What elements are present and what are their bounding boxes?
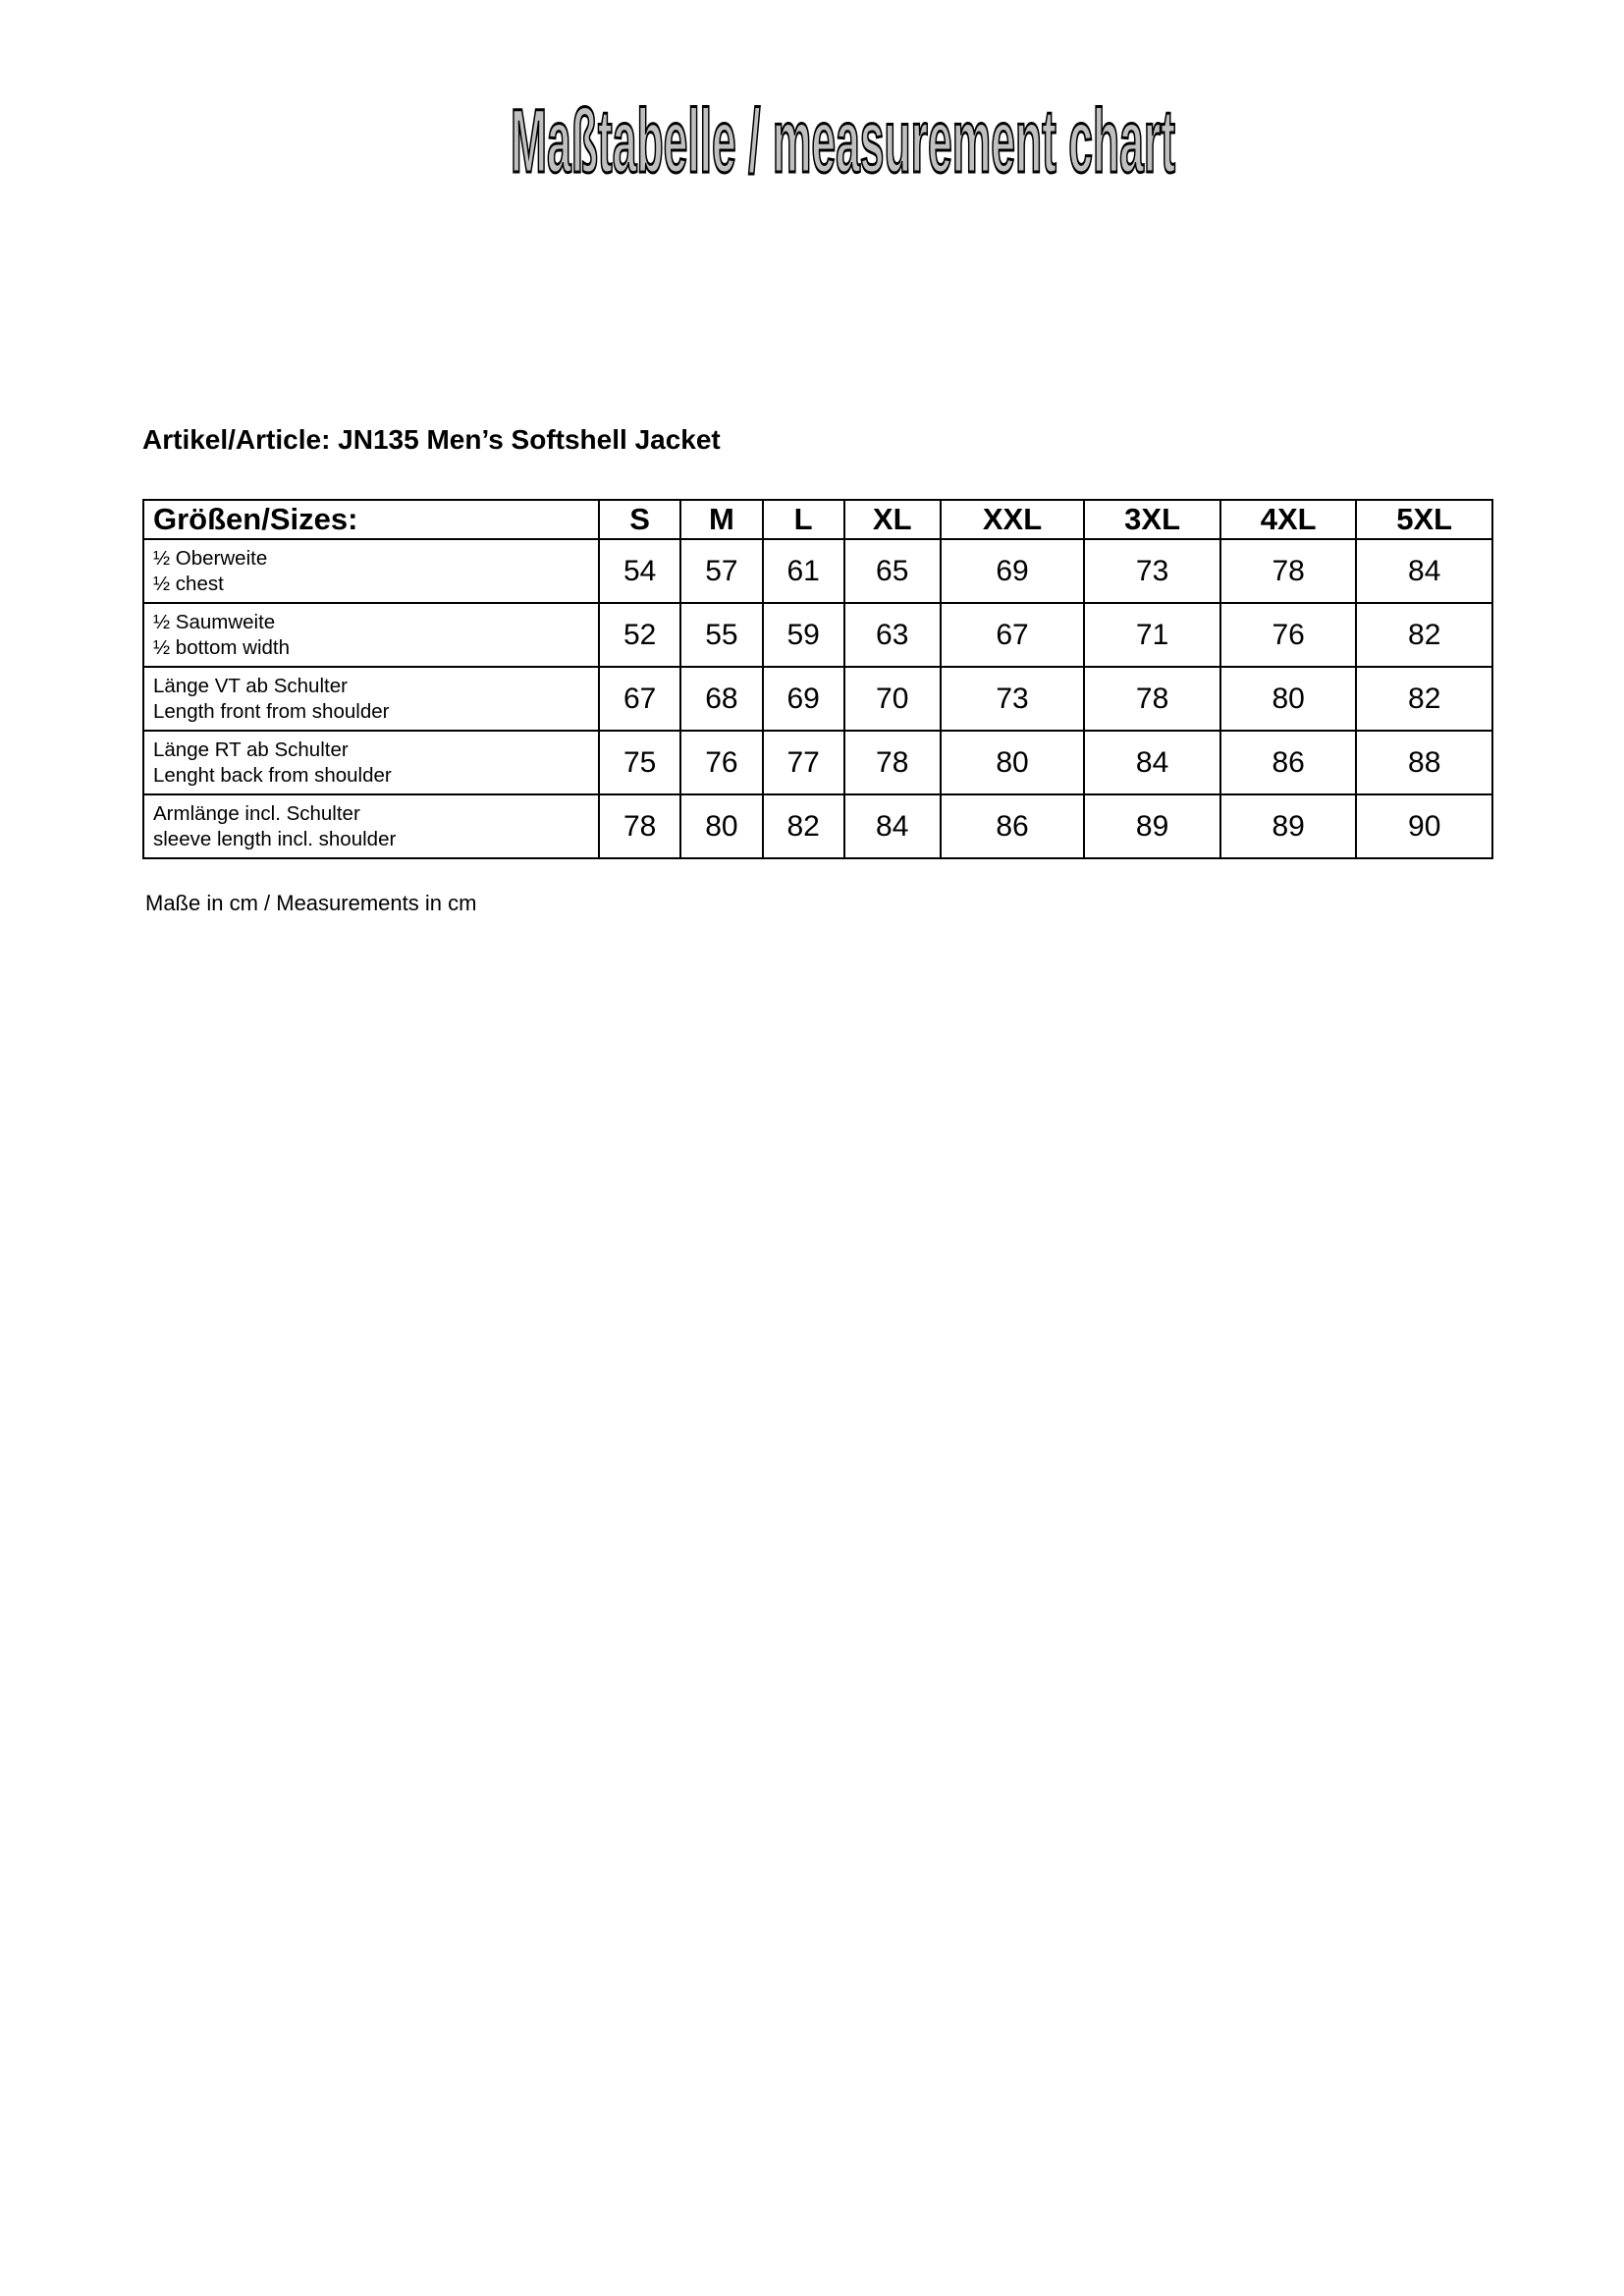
measurement-cell: 80 <box>680 794 762 858</box>
sizes-header-label: Größen/Sizes: <box>143 500 599 539</box>
row-label-english: Lenght back from shoulder <box>153 763 392 787</box>
measurement-cell: 77 <box>763 731 844 794</box>
measurement-cell: 84 <box>1356 539 1492 603</box>
measurement-cell: 69 <box>941 539 1085 603</box>
row-label-english: ½ chest <box>153 572 224 595</box>
measurement-cell: 54 <box>599 539 680 603</box>
row-label-german: Armlänge incl. Schulter <box>153 801 360 825</box>
measurement-cell: 89 <box>1220 794 1357 858</box>
table-row <box>143 667 1492 731</box>
measurement-cell: 57 <box>680 539 762 603</box>
row-label <box>143 603 599 667</box>
measurement-cell: 82 <box>1356 603 1492 667</box>
measurement-cell: 67 <box>599 667 680 731</box>
size-header-xl: XL <box>844 500 941 539</box>
table-row <box>143 603 1492 667</box>
size-header-l: L <box>763 500 844 539</box>
measurement-table <box>142 499 1493 859</box>
measurement-cell: 82 <box>763 794 844 858</box>
measurement-cell: 71 <box>1084 603 1220 667</box>
page-title-text: Maßtabelle / measurement chart <box>511 91 1175 189</box>
measurement-cell: 70 <box>844 667 941 731</box>
measurement-cell: 88 <box>1356 731 1492 794</box>
units-note: Maße in cm / Measurements in cm <box>145 891 477 915</box>
measurement-cell: 84 <box>844 794 941 858</box>
measurement-cell: 73 <box>1084 539 1220 603</box>
measurement-cell: 69 <box>763 667 844 731</box>
size-header-3xl: 3XL <box>1084 500 1220 539</box>
measurement-cell: 86 <box>1220 731 1357 794</box>
measurement-cell: 59 <box>763 603 844 667</box>
row-label-english: Length front from shoulder <box>153 699 390 723</box>
measurement-cell: 73 <box>941 667 1085 731</box>
size-header-s: S <box>599 500 680 539</box>
page-title <box>506 90 1183 189</box>
row-label <box>143 794 599 858</box>
row-label-german: ½ Saumweite <box>153 610 276 633</box>
table-row <box>143 731 1492 794</box>
row-label-german: ½ Oberweite <box>153 546 268 570</box>
row-label-german: Länge RT ab Schulter <box>153 738 349 761</box>
measurement-cell: 89 <box>1084 794 1220 858</box>
measurement-cell: 78 <box>844 731 941 794</box>
measurement-cell: 61 <box>763 539 844 603</box>
measurement-cell: 80 <box>941 731 1085 794</box>
measurement-cell: 65 <box>844 539 941 603</box>
row-label <box>143 539 599 603</box>
row-label <box>143 667 599 731</box>
measurement-cell: 90 <box>1356 794 1492 858</box>
table-row <box>143 539 1492 603</box>
measurement-cell: 80 <box>1220 667 1357 731</box>
measurement-cell: 78 <box>599 794 680 858</box>
table-row <box>143 794 1492 858</box>
article-heading: Artikel/Article: JN135 Men’s Softshell Jacket <box>142 424 721 455</box>
measurement-cell: 63 <box>844 603 941 667</box>
size-header-4xl: 4XL <box>1220 500 1357 539</box>
size-header-xxl: XXL <box>941 500 1085 539</box>
measurement-cell: 75 <box>599 731 680 794</box>
measurement-cell: 86 <box>941 794 1085 858</box>
row-label-english: sleeve length incl. shoulder <box>153 827 397 850</box>
row-label-german: Länge VT ab Schulter <box>153 674 348 697</box>
size-header-5xl: 5XL <box>1356 500 1492 539</box>
measurement-cell: 52 <box>599 603 680 667</box>
measurement-cell: 82 <box>1356 667 1492 731</box>
measurement-cell: 55 <box>680 603 762 667</box>
row-label <box>143 731 599 794</box>
measurement-cell: 76 <box>1220 603 1357 667</box>
measurement-cell: 67 <box>941 603 1085 667</box>
measurement-cell: 78 <box>1220 539 1357 603</box>
measurement-cell: 68 <box>680 667 762 731</box>
measurement-cell: 84 <box>1084 731 1220 794</box>
measurement-cell: 76 <box>680 731 762 794</box>
row-label-english: ½ bottom width <box>153 635 291 659</box>
measurement-cell: 78 <box>1084 667 1220 731</box>
size-header-m: M <box>680 500 762 539</box>
table-header-row <box>143 500 1492 539</box>
